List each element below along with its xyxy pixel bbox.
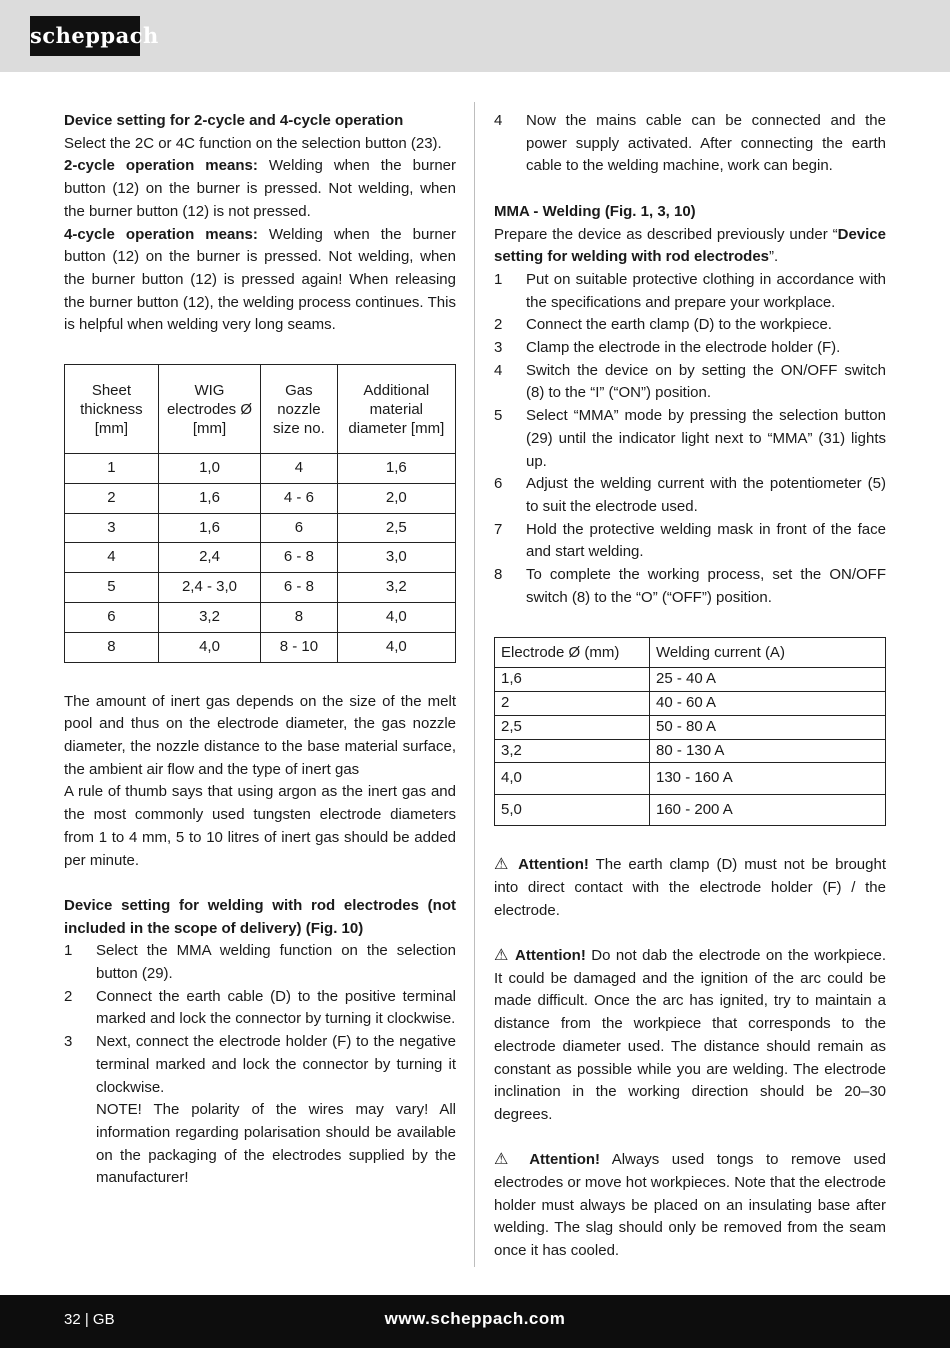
table-cell: 50 - 80 A: [650, 715, 886, 739]
table-row: [495, 739, 886, 763]
attention-label: Attention!: [518, 856, 589, 874]
table-header-row: [65, 365, 456, 454]
table-row: [65, 513, 456, 543]
table-cell: 4,0: [337, 632, 455, 662]
mma-intro-end: ”.: [769, 248, 779, 266]
wig-settings-table: [64, 364, 456, 663]
table-cell: 8 - 10: [261, 632, 338, 662]
inert-gas-paragraph: The amount of inert gas depends on the size of the melt pool and thus on the electrode diameter, the gas nozzle diameter, the nozzle distance to the base material surface, the ambient air flow and the type of inert gas: [64, 692, 456, 778]
table-cell: 1,6: [158, 513, 260, 543]
page-number: 32 | GB: [64, 1311, 115, 1328]
attention-paragraph: [494, 945, 886, 1127]
section-title-rod-electrodes: Device setting for welding with rod electrodes (not included in the scope of delivery) (Fig. 10): [64, 896, 456, 937]
step-text: Put on suitable protective clothing in accordance with the specifications and prepare your workplace.: [526, 270, 886, 311]
table-header-cell: Sheet thickness [mm]: [65, 365, 159, 454]
table-row: [65, 483, 456, 513]
table-cell: 3,2: [158, 603, 260, 633]
step-number: 4: [494, 112, 503, 129]
language-code: GB: [92, 1311, 115, 1328]
website-link[interactable]: www.scheppach.com: [384, 1309, 566, 1328]
step-number: 3: [64, 1033, 73, 1051]
table-row: [495, 794, 886, 826]
table-row: [65, 603, 456, 633]
page-header: [0, 0, 950, 72]
table-cell: 4 - 6: [261, 483, 338, 513]
table-row: [495, 715, 886, 739]
section-title-mma-welding: MMA - Welding (Fig. 1, 3, 10): [494, 202, 696, 220]
table-row: [65, 454, 456, 484]
table-header-cell: Electrode Ø (mm): [495, 638, 650, 668]
table-row: [495, 692, 886, 716]
step-text: Switch the device on by setting the ON/OFF switch (8) to the “I” (“ON”) position.: [526, 361, 886, 402]
attention-label: Attention!: [529, 1151, 601, 1169]
step-number: 4: [494, 361, 503, 379]
attention-text: The earth clamp (D) must not be brought into direct contact with the electrode holder (F) / the electrode.: [494, 856, 886, 919]
step-text: Connect the earth cable (D) to the positive terminal marked and lock the connector by turning it clockwise.: [96, 987, 456, 1028]
table-cell: 2,5: [337, 513, 455, 543]
table-row: [495, 763, 886, 795]
step-text: Select “MMA” mode by pressing the selection button (29) until the indicator light next to “MMA” (31) lights up.: [526, 407, 886, 470]
list-item: [494, 360, 886, 405]
left-column: [64, 110, 456, 1190]
table-cell: 2,4: [158, 543, 260, 573]
list-item: [64, 940, 456, 985]
mma-steps: [494, 269, 886, 610]
list-item: [494, 564, 886, 609]
step-number: 7: [494, 520, 503, 538]
table-cell: 6: [65, 603, 159, 633]
table-cell: 3,2: [495, 739, 650, 763]
rule-of-thumb-paragraph: A rule of thumb says that using argon as the inert gas and the most commonly used tungsten electrode diameters from 1 to 4 mm, 5 to 10 litres of inert gas should be added per minute.: [64, 783, 456, 869]
table-cell: 8: [261, 603, 338, 633]
mma-intro-reference: Device setting for welding with rod electrodes: [494, 225, 886, 266]
attention-paragraph: [494, 1149, 886, 1263]
table-row: [65, 573, 456, 603]
table-cell: 160 - 200 A: [650, 794, 886, 826]
table-cell: 5,0: [495, 794, 650, 826]
table-cell: 1: [65, 454, 159, 484]
scheppach-logo: scheppach: [30, 16, 140, 56]
two-cycle-text: Welding when the burner button (12) on the burner is pressed. Not welding, when the burner button (12) is not pressed.: [64, 157, 456, 220]
column-divider: [474, 102, 475, 1267]
table-cell: 4: [65, 543, 159, 573]
table-cell: 3: [65, 513, 159, 543]
mma-intro-text: Prepare the device as described previously under “: [494, 225, 838, 243]
table-header-cell: Gas nozzle size no.: [261, 365, 338, 454]
four-cycle-text: Welding when the burner button (12) on the burner is pressed. Not welding, when the burner button (12) is pressed again! When releasing the burner button (12), the welding process continues. This is helpful when welding very long seams.: [64, 225, 456, 334]
step-number: 2: [494, 316, 503, 334]
table-cell: 6 - 8: [261, 573, 338, 603]
list-item: [494, 337, 886, 360]
two-cycle-paragraph: [64, 155, 456, 223]
table-row: [65, 632, 456, 662]
cycle-intro-text: Select the 2C or 4C function on the selection button (23).: [64, 134, 442, 152]
list-item: [494, 473, 886, 518]
table-cell: 25 - 40 A: [650, 668, 886, 692]
step-text: Clamp the electrode in the electrode holder (F).: [526, 339, 841, 357]
table-cell: 1,0: [158, 454, 260, 484]
list-item: [494, 110, 886, 178]
welding-current-table: [494, 637, 886, 826]
table-header-cell: Additional material diameter [mm]: [337, 365, 455, 454]
step-number: 5: [494, 407, 503, 425]
step-number: 6: [494, 475, 503, 493]
table-cell: 40 - 60 A: [650, 692, 886, 716]
table-cell: 2: [65, 483, 159, 513]
page-number-value: 32: [64, 1311, 81, 1328]
table-cell: 4: [261, 454, 338, 484]
table-header-cell: Welding current (A): [650, 638, 886, 668]
mma-intro: [494, 224, 886, 269]
list-item: [494, 519, 886, 564]
step-text: Now the mains cable can be connected and the power supply activated. After connecting the earth cable to the welding machine, work can begin.: [526, 112, 886, 175]
table-cell: 2: [495, 692, 650, 716]
polarity-note: NOTE! The polarity of the wires may vary! All information regarding polarisation should be available on the packaging of the electrodes supplied by the manufacturer!: [96, 1101, 456, 1187]
table-cell: 3,2: [337, 573, 455, 603]
attention-label: Attention!: [515, 947, 586, 965]
step-number: 8: [494, 566, 503, 584]
table-cell: 4,0: [495, 763, 650, 795]
table-cell: 4,0: [337, 603, 455, 633]
table-cell: 1,6: [337, 454, 455, 484]
step-number: 1: [494, 270, 503, 288]
table-cell: 2,5: [495, 715, 650, 739]
table-cell: 8: [65, 632, 159, 662]
table-cell: 5: [65, 573, 159, 603]
table-cell: 1,6: [495, 668, 650, 692]
step-number: 2: [64, 987, 73, 1005]
step-text: To complete the working process, set the ON/OFF switch (8) to the “O” (“OFF”) position.: [526, 566, 886, 606]
two-cycle-label: 2-cycle operation means:: [64, 157, 258, 175]
list-item: [64, 986, 456, 1031]
warning-icon: ⚠: [494, 1151, 517, 1169]
four-cycle-label: 4-cycle operation means:: [64, 225, 258, 243]
table-row: [65, 543, 456, 573]
table-header-row: [495, 638, 886, 668]
table-cell: 6: [261, 513, 338, 543]
step-text: Next, connect the electrode holder (F) to the negative terminal marked and lock the connector by turning it clockwise.: [96, 1033, 456, 1096]
list-item: [494, 269, 886, 314]
table-header-cell: WIG electrodes Ø [mm]: [158, 365, 260, 454]
four-cycle-paragraph: [64, 224, 456, 338]
rod-electrode-steps-continued: [494, 110, 886, 178]
table-cell: 4,0: [158, 632, 260, 662]
attention-text: Do not dab the electrode on the workpiece. It could be damaged and the ignition of the arc could be made difficult. Once the arc has ignited, try to maintain a distance from the workpiece that corresponds to the electrode diameter used. The distance should remain as constant as possible while you are welding. The electrode inclination in the working direction should be 20–30 degrees.: [494, 947, 886, 1123]
table-cell: 6 - 8: [261, 543, 338, 573]
step-number: 1: [64, 942, 73, 960]
table-cell: 3,0: [337, 543, 455, 573]
list-item: [494, 405, 886, 473]
table-cell: 2,0: [337, 483, 455, 513]
right-column: [494, 110, 886, 1263]
rod-electrode-steps: [64, 940, 456, 1190]
table-cell: 130 - 160 A: [650, 763, 886, 795]
list-item: [494, 314, 886, 337]
table-row: [495, 668, 886, 692]
list-item: [64, 1031, 456, 1190]
warning-icon: ⚠: [494, 947, 510, 965]
step-text: Adjust the welding current with the potentiometer (5) to suit the electrode used.: [526, 475, 886, 515]
table-cell: 1,6: [158, 483, 260, 513]
warning-icon: ⚠: [494, 856, 512, 874]
step-text: Connect the earth clamp (D) to the workpiece.: [526, 316, 832, 334]
table-cell: 80 - 130 A: [650, 739, 886, 763]
step-text: Hold the protective welding mask in front of the face and start welding.: [526, 520, 886, 561]
table-cell: 2,4 - 3,0: [158, 573, 260, 603]
page-footer: [0, 1295, 950, 1348]
attention-text: Always used tongs to remove used electrodes or move hot workpieces. Note that the electrode holder must always be placed on an insulating base after welding. The slag should only be removed from the seam once it has cooled.: [494, 1151, 887, 1260]
section-title-cycle-operation: Device setting for 2-cycle and 4-cycle operation: [64, 112, 404, 129]
step-number: 3: [494, 339, 503, 357]
step-text: Select the MMA welding function on the selection button (29).: [96, 942, 456, 983]
attention-paragraph: [494, 854, 886, 922]
